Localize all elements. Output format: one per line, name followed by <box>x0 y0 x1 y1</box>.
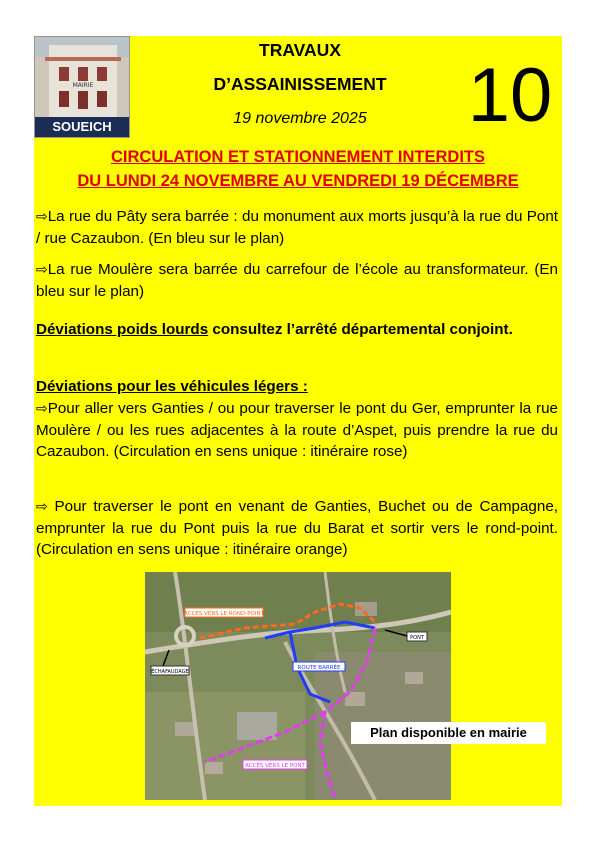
closure-text: La rue du Pâty sera barrée : du monument aux morts jusqu’à la rue du Pont / rue Cazaubon. (En bleu sur le plan) <box>36 208 558 247</box>
heavy-vehicle-notice <box>36 319 558 341</box>
light-vehicle-heading: Déviations pour les véhicules légers : <box>36 378 308 395</box>
title-line-1: TRAVAUX <box>259 40 341 60</box>
arrow-right-icon: ⇨ <box>36 498 48 514</box>
light-detour-ganties <box>36 398 558 463</box>
title-line-2: D’ASSAINISSEMENT <box>213 74 387 94</box>
map-label-blue: ROUTE BARRÉE <box>297 665 341 671</box>
detour-map <box>145 572 451 800</box>
arrow-right-icon: ⇨ <box>36 261 48 277</box>
mairie-sign: MAIRIE <box>72 82 94 89</box>
plan-available-note: Plan disponible en mairie <box>351 722 546 744</box>
heavy-vehicle-label: Déviations poids lourds <box>36 321 209 338</box>
arrow-right-icon: ⇨ <box>36 400 48 416</box>
map-label-left: ÉCHAFAUDAGE <box>151 669 189 675</box>
detour-text: Pour aller vers Ganties / ou pour traverser le pont du Ger, emprunter la rue Moulère / ou les rues adjacentes à la route d’Aspet, puis prendre la rue du Cazaubon. (Circulation en sens unique : itinéraire rose) <box>36 400 558 461</box>
heavy-vehicle-text: consultez l’arrêté départemental conjoint. <box>208 321 513 338</box>
closure-item-moulere <box>36 259 558 302</box>
map-label-pink: ACCÈS VERS LE PONT <box>245 763 305 769</box>
banner-line-2: DU LUNDI 24 NOVEMBRE AU VENDREDI 19 DÉCEMBRE <box>77 172 519 190</box>
closure-item-pate <box>36 206 558 249</box>
light-detour-bridge <box>36 496 558 561</box>
arrow-right-icon: ⇨ <box>36 208 48 224</box>
town-hall-photo <box>34 36 130 138</box>
map-label-orange: ACCÈS VERS LE ROND-POINT <box>184 611 264 617</box>
aerial-map-image <box>145 572 451 800</box>
closure-text: La rue Moulère sera barrée du carrefour de l’école au transformateur. (En bleu sur le plan) <box>36 261 558 300</box>
detour-text: Pour traverser le pont en venant de Ganties, Buchet ou de Campagne, emprunter la rue du Pont puis la rue du Barat et sortir vers le rond-point. (Circulation en sens unique : itinéraire orange) <box>36 498 558 559</box>
poster-date: 19 novembre 2025 <box>233 110 367 127</box>
town-name-label: SOUEICH <box>35 117 129 137</box>
map-label-right: PONT <box>410 635 424 641</box>
notice-number: 10 <box>467 53 553 138</box>
banner-line-1: CIRCULATION ET STATIONNEMENT INTERDITS <box>111 148 485 166</box>
town-hall-building-image <box>35 37 130 119</box>
